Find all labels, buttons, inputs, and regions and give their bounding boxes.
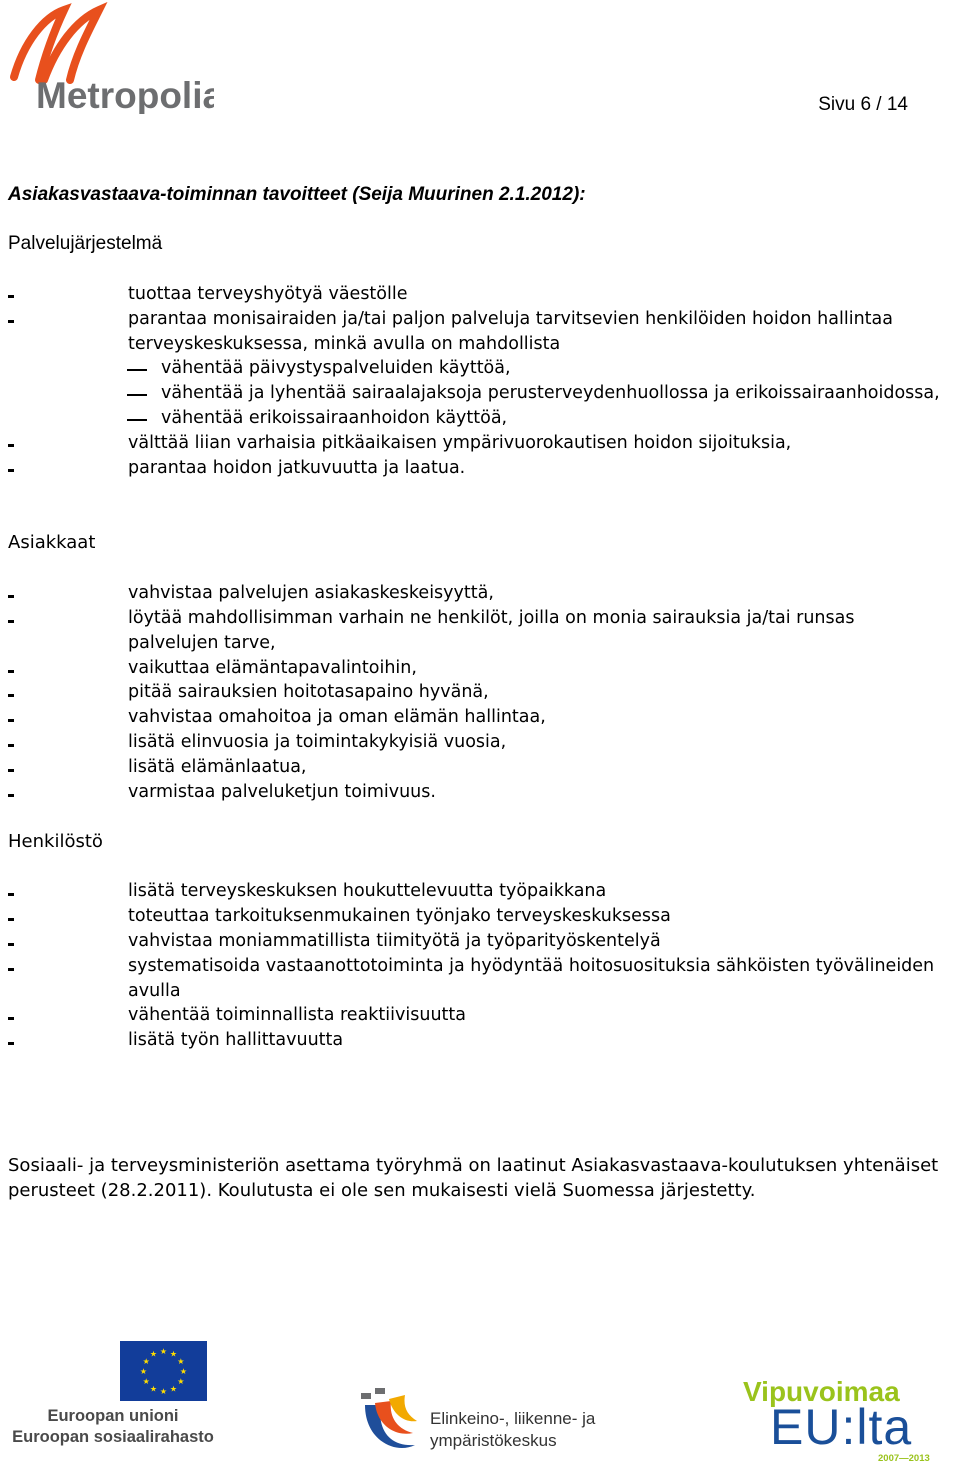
section-heading-asiakkaat: Asiakkaat <box>8 532 96 553</box>
bullet <box>8 744 14 747</box>
page-title: Asiakasvastaava-toiminnan tavoitteet (Seija Muurinen 2.1.2012): <box>8 184 586 205</box>
list-item: vähentää erikoissairaanhoidon käyttöä, <box>161 408 508 428</box>
list-item: vahvistaa moniammatillista tiimityötä ja työparityöskentelyä <box>128 931 661 951</box>
dash <box>127 369 147 371</box>
eu-star-icon: ★ <box>142 1377 150 1386</box>
list-item: terveyskeskuksessa, minkä avulla on mahdollista <box>128 334 561 354</box>
eu-line-1: Euroopan unioni <box>47 1407 179 1425</box>
eu-star-icon: ★ <box>149 1349 158 1359</box>
bullet <box>8 943 14 946</box>
list-item: lisätä työn hallittavuutta <box>128 1030 344 1050</box>
bullet <box>8 620 14 623</box>
metropolia-wordmark: Metropolia <box>36 75 214 114</box>
list-item: löytää mahdollisimman varhain ne henkilöt, joilla on monia sairauksia ja/tai runsas <box>128 608 855 628</box>
bullet <box>8 295 14 298</box>
eu-logo-text <box>8 1406 218 1448</box>
eu-star-icon: ★ <box>179 1367 188 1376</box>
list-item: vähentää ja lyhentää sairaalajaksoja perusterveydenhuollossa ja erikoissairaanhoidossa, <box>161 383 940 403</box>
bullet <box>8 320 14 323</box>
section-heading-palvelujarjestelma: Palvelujärjestelmä <box>8 233 163 254</box>
vipuvoimaa-eu: EU:lta <box>770 1399 913 1455</box>
ely-line-1: Elinkeino-, liikenne- ja <box>430 1409 596 1428</box>
ely-line-2: ympäristökeskus <box>430 1431 557 1450</box>
list-item: vähentää päivystyspalveluiden käyttöä, <box>161 358 511 378</box>
ely-logo-icon <box>355 1385 421 1457</box>
metropolia-logo <box>4 2 214 114</box>
list-item: lisätä elämänlaatua, <box>128 757 307 777</box>
bullet <box>8 794 14 797</box>
bullet <box>8 469 14 472</box>
list-item: lisätä terveyskeskuksen houkuttelevuutta työpaikkana <box>128 881 607 901</box>
list-item: vahvistaa omahoitoa ja oman elämän hallintaa, <box>128 707 546 727</box>
dash <box>127 394 147 396</box>
vipuvoimaa-title: Vipuvoimaa <box>743 1376 900 1407</box>
list-item: systematisoida vastaanottotoiminta ja hyödyntää hoitosuosituksia sähköisten työvälineiden <box>128 956 935 976</box>
list-item: vahvistaa palvelujen asiakaskeskeisyyttä, <box>128 583 494 603</box>
list-item: välttää liian varhaisia pitkäaikaisen ympärivuorokautisen hoidon sijoituksia, <box>128 433 792 453</box>
eu-flag-icon <box>120 1341 207 1401</box>
bullet <box>8 968 14 971</box>
bullet <box>8 595 14 598</box>
bullet <box>8 1042 14 1045</box>
list-item: tuottaa terveyshyötyä väestölle <box>128 284 408 304</box>
eu-star-icon: ★ <box>169 1349 178 1359</box>
list-item: palvelujen tarve, <box>128 633 276 653</box>
dash <box>127 419 147 421</box>
section-heading-henkilosto: Henkilöstö <box>8 831 103 852</box>
list-item: parantaa hoidon jatkuvuutta ja laatua. <box>128 458 466 478</box>
page-number: Sivu 6 / 14 <box>818 94 908 115</box>
bullet <box>8 769 14 772</box>
bullet <box>8 893 14 896</box>
bullet <box>8 670 14 673</box>
eu-star-icon: ★ <box>159 1387 168 1396</box>
bullet <box>8 719 14 722</box>
eu-star-icon: ★ <box>159 1347 168 1356</box>
list-item: pitää sairauksien hoitotasapaino hyvänä, <box>128 682 489 702</box>
closing-paragraph: Sosiaali- ja terveysministeriön asettama työryhmä on laatinut Asiakasvastaava-koulutuksen yhtenäiset perusteet (28.2.2011). Koulutusta ei ole sen mukaisesti vielä Suomessa järjestetty. <box>8 1155 939 1201</box>
bullet <box>8 694 14 697</box>
bullet <box>8 1017 14 1020</box>
eu-star-icon: ★ <box>139 1367 148 1376</box>
vipuvoimaa-years: 2007—2013 <box>878 1453 930 1464</box>
list-item: vähentää toiminnallista reaktiivisuutta <box>128 1005 466 1025</box>
eu-star-icon: ★ <box>169 1384 178 1394</box>
eu-star-icon: ★ <box>177 1357 185 1366</box>
list-item: varmistaa palveluketjun toimivuus. <box>128 782 436 802</box>
list-item: vaikuttaa elämäntapavalintoihin, <box>128 658 417 678</box>
bullet <box>8 444 14 447</box>
bullet <box>8 918 14 921</box>
list-item: lisätä elinvuosia ja toimintakykyisiä vuosia, <box>128 732 507 752</box>
eu-star-icon: ★ <box>177 1377 185 1386</box>
eu-star-icon: ★ <box>142 1357 150 1366</box>
list-item: parantaa monisairaiden ja/tai paljon palveluja tarvitsevien henkilöiden hoidon hallintaa <box>128 309 893 329</box>
eu-star-icon: ★ <box>149 1384 158 1394</box>
eu-line-2: Euroopan sosiaalirahasto <box>12 1428 214 1446</box>
list-item: toteuttaa tarkoituksenmukainen työnjako terveyskeskuksessa <box>128 906 671 926</box>
list-item: avulla <box>128 981 181 1001</box>
ely-logo-text <box>430 1408 595 1452</box>
